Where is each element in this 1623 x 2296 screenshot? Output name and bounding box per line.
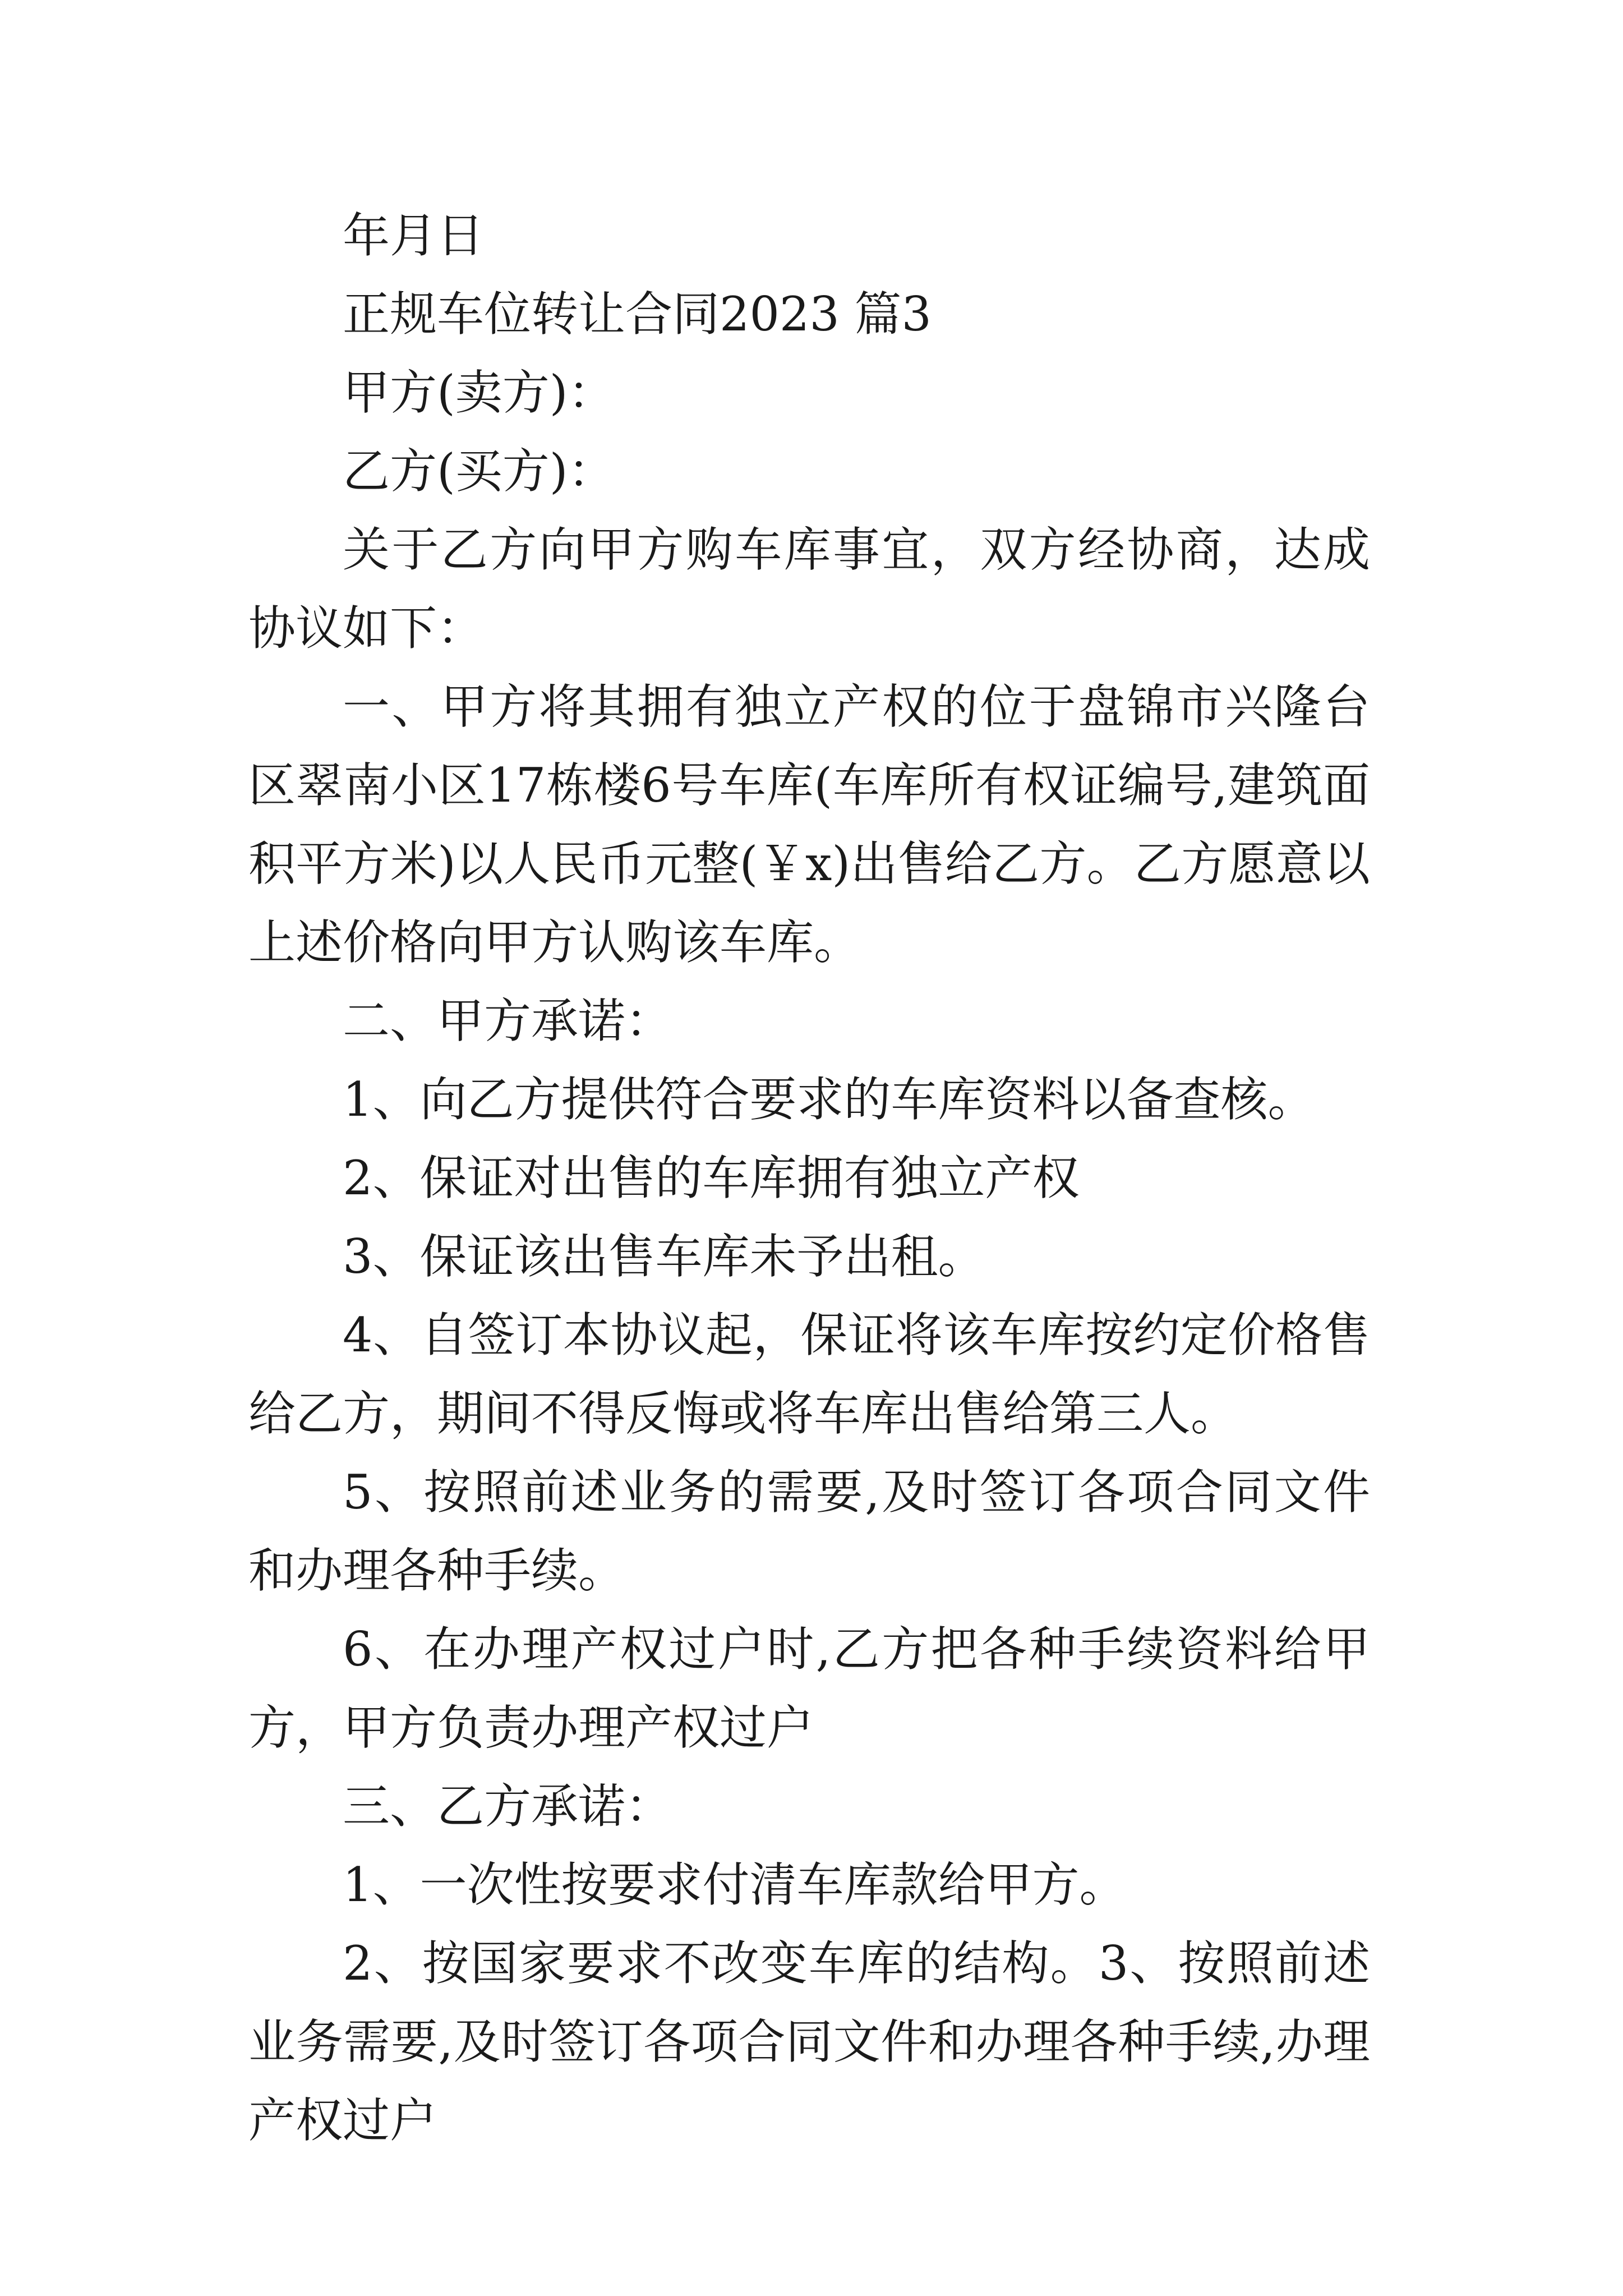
document-body (248, 196, 1370, 2160)
clause-2-item-6: 6、在办理产权过户时,乙方把各种手续资料给甲方，甲方负责办理产权过户 (248, 1622, 1370, 1755)
clause-2-item-5: 5、按照前述业务的需要,及时签订各项合同文件和办理各种手续。 (248, 1465, 1370, 1598)
clause-2-item-4: 4、自签订本协议起，保证将该车库按约定价格售给乙方，期间不得反悔或将车库出售给第三人。 (248, 1308, 1370, 1441)
clause-2-item-3: 3、保证该出售车库未予出租。 (343, 1229, 985, 1284)
clause-2-item-1: 1、向乙方提供符合要求的车库资料以备查核。 (343, 1072, 1315, 1127)
clause-1-paragraph: 一、甲方将其拥有独立产权的位于盘锦市兴隆台区翠南小区17栋楼6号车库(车库所有权证编号,建筑面积平方米)以人民币元整(￥x)出售给乙方。乙方愿意以上述价格向甲方认购该车库。 (248, 679, 1370, 970)
date-line: 年月日 (343, 208, 485, 263)
party-b-line: 乙方(买方)： (343, 444, 615, 499)
intro-paragraph: 关于乙方向甲方购车库事宜，双方经协商，达成协议如下： (248, 522, 1370, 656)
clause-3-heading: 三、乙方承诺： (343, 1779, 673, 1834)
contract-title: 正规车位转让合同2023 篇3 (343, 287, 932, 342)
clause-2-item-2: 2、保证对出售的车库拥有独立产权 (343, 1151, 1080, 1205)
clause-2-heading: 二、甲方承诺： (343, 993, 673, 1048)
party-a-line: 甲方(卖方)： (343, 365, 615, 420)
clause-3-item-1: 1、一次性按要求付清车库款给甲方。 (343, 1857, 1127, 1912)
clause-3-item-2: 2、按国家要求不改变车库的结构。3、按照前述业务需要,及时签订各项合同文件和办理各种手续,办理产权过户 (248, 1936, 1370, 2148)
